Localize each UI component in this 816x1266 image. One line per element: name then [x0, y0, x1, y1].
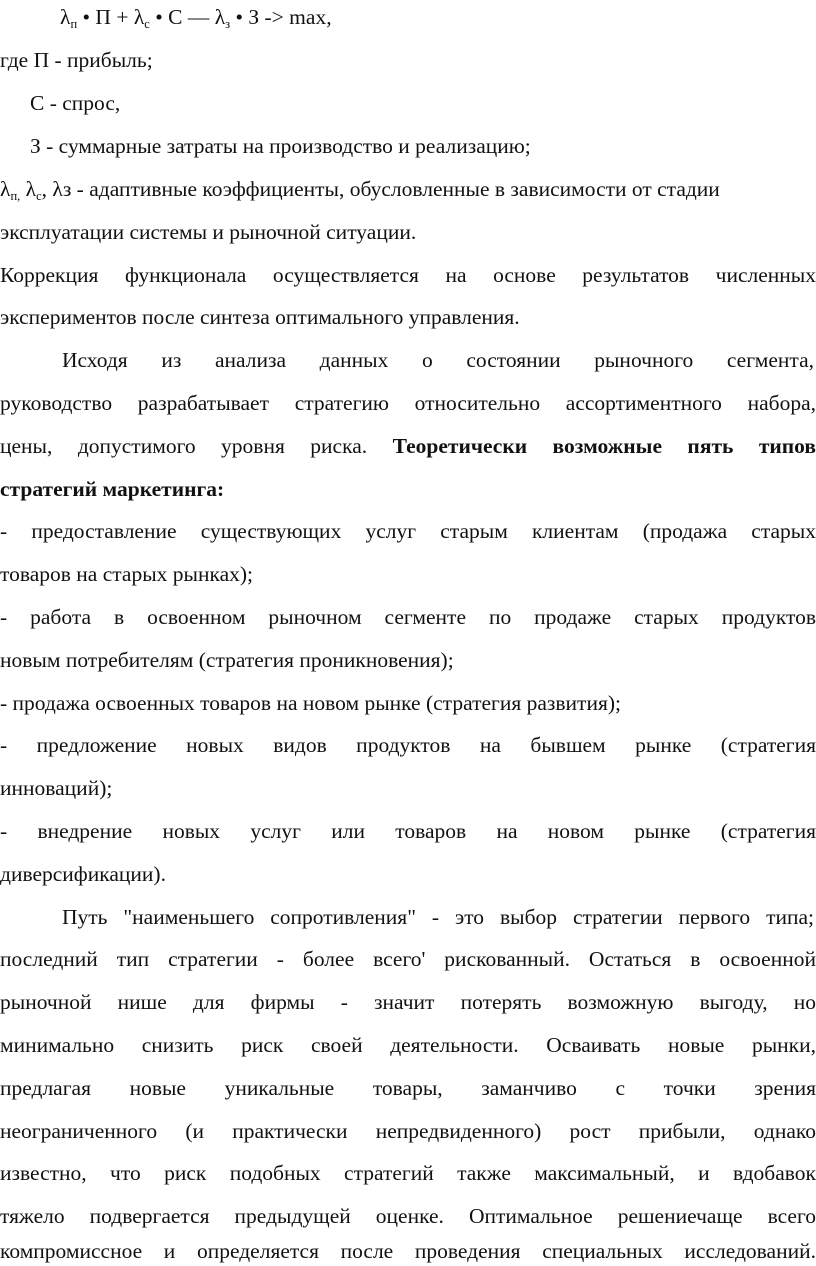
final-line-6: неограниченного (и практически непредвиденного) рост прибыли, однако — [0, 1119, 816, 1143]
correction-line-1: Коррекция функционала осуществляется на основе результатов численных — [0, 263, 816, 287]
correction-line-2: экспериментов после синтеза оптимального управления. — [0, 305, 520, 329]
definition-costs: З - суммарные затраты на производство и реализацию; — [30, 134, 531, 158]
list-item-5-cont: диверсификации). — [0, 862, 166, 886]
strategy-line-1: Исходя из анализа данных о состоянии рыночного сегмента, — [62, 348, 814, 372]
lambda-z-subscript: з — [225, 17, 231, 31]
coef-lambda-p-subscript: п, — [10, 189, 21, 203]
definition-demand: С - спрос, — [30, 91, 121, 115]
list-item-2: - работа в освоенном рыночном сегменте по продаже старых продуктов — [0, 605, 816, 629]
coef-lambda-c: λ — [20, 177, 37, 201]
lambda-p-subscript: п — [70, 17, 78, 31]
formula-part-1: • П + — [82, 5, 129, 29]
definition-profit: где П - прибыль; — [0, 48, 153, 72]
final-line-5: предлагая новые уникальные товары, заманчиво с точки зрения — [0, 1076, 816, 1100]
formula-part-2: • С — — [155, 5, 210, 29]
list-item-4: - предложение новых видов продуктов на бывшем рынке (стратегия — [0, 733, 816, 757]
list-item-2-cont: новым потребителям (стратегия проникновения); — [0, 648, 454, 672]
final-line-7: известно, что риск подобных стратегий также максимальный, и вдобавок — [0, 1161, 816, 1185]
final-line-3: рыночной нише для фирмы - значит потерять возможную выгоду, но — [0, 990, 816, 1014]
list-item-1: - предоставление существующих услуг старым клиентам (продажа старых — [0, 519, 816, 543]
lambda-p: λ — [60, 5, 71, 29]
lambda-c: λ — [133, 5, 145, 29]
definition-coefficients-cont: эксплуатации системы и рыночной ситуации. — [0, 220, 417, 244]
list-item-1-cont: товаров на старых рынках); — [0, 562, 254, 586]
lambda-c-subscript: с — [144, 17, 150, 31]
final-line-9: компромиссное и определяется после проведения специальных исследований. — [0, 1239, 816, 1263]
strategy-line-3-plain: цены, допустимого уровня риска. — [0, 434, 368, 458]
coef-lambda-p: λ — [0, 177, 11, 201]
strategy-line-2: руководство разрабатывает стратегию относительно ассортиментного набора, — [0, 391, 816, 415]
final-line-1: Путь "наименьшего сопротивления" - это выбор стратегии первого типа; — [62, 905, 814, 929]
strategy-heading-part-1: Теоретически возможные пять типов — [392, 434, 816, 458]
list-item-3: - продажа освоенных товаров на новом рынке (стратегия развития); — [0, 691, 621, 715]
strategy-heading-part-2: стратегий маркетинга: — [0, 477, 225, 501]
final-line-4: минимально снизить риск своей деятельности. Осваивать новые рынки, — [0, 1033, 816, 1057]
formula-part-3: • З -> max, — [235, 5, 332, 29]
final-line-8: тяжело подвергается предыдущей оценке. Оптимальное решениечаще всего — [0, 1204, 816, 1228]
coef-rest: , λз - адаптивные коэффициенты, обусловленные в зависимости от стадии — [41, 177, 720, 201]
lambda-z: λ — [214, 5, 226, 29]
strategy-line-3 — [0, 431, 816, 461]
list-item-5: - внедрение новых услуг или товаров на новом рынке (стратегия — [0, 819, 816, 843]
objective-formula — [60, 2, 760, 39]
definition-coefficients — [0, 174, 816, 211]
coef-lambda-c-subscript: с — [36, 189, 42, 203]
list-item-4-cont: инноваций); — [0, 776, 113, 800]
final-line-2: последний тип стратегии - более всего' рискованный. Остаться в освоенной — [0, 947, 816, 971]
